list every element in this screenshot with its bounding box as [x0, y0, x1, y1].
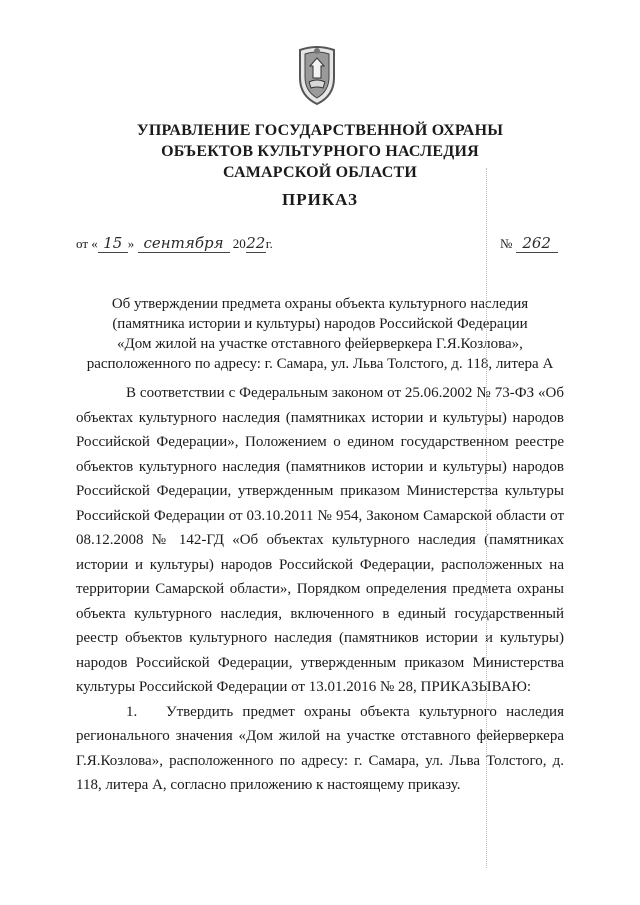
- subject-line-3: «Дом жилой на участке отставного фейерверкера Г.Я.Козлова»,: [117, 336, 523, 352]
- subject-line-4: расположенного по адресу: г. Самара, ул. Льва Толстого, д. 118, литера А: [86, 356, 554, 372]
- order-number: [500, 234, 558, 253]
- date-year-suffix: 22: [246, 234, 266, 252]
- order-number-value: 262: [516, 234, 558, 253]
- date-suffix: г.: [265, 236, 273, 251]
- order-number-prefix: №: [500, 236, 513, 251]
- date-year-prefix: 20: [232, 236, 246, 251]
- date-month: сентября: [138, 234, 230, 253]
- agency-name: [60, 120, 580, 183]
- date-day: 15: [98, 234, 128, 253]
- subject-line-2: (памятника истории и культуры) народов Российской Федерации: [112, 316, 528, 332]
- order-item-1-text: Утвердить предмет охраны объекта культурного наследия регионального значения «Дом жилой на участке отставного фейерверкера Г.Я.Козлова», расположенного по адресу: г. Самара, ул. Льва Толстого, д. 118, литера А, согласно приложению к настоящему приказу.: [76, 703, 564, 793]
- order-item-1-number: 1.: [126, 703, 138, 720]
- order-title: ПРИКАЗ: [282, 190, 358, 209]
- order-date: [76, 234, 273, 253]
- agency-name-line-3: САМАРСКОЙ ОБЛАСТИ: [223, 164, 417, 181]
- order-body: [76, 381, 564, 798]
- subject-line-1: Об утверждении предмета охраны объекта культурного наследия: [111, 296, 529, 312]
- scan-fold-mark: [486, 168, 488, 868]
- order-subject: [60, 294, 580, 374]
- agency-name-line-2: ОБЪЕКТОВ КУЛЬТУРНОГО НАСЛЕДИЯ: [161, 143, 479, 160]
- date-mid: »: [127, 236, 138, 251]
- preamble-paragraph: В соответствии с Федеральным законом от 25.06.2002 № 73-ФЗ «Об объектах культурного наследия (памятниках истории и культуры) народов Российской Федерации», Положением о едином государственном реестре объектов культурного наследия (памятников истории и культуры) народов Российской Федерации, утвержденным приказом Министерства культуры Российской Федерации от 03.10.2011 № 954, Законом Самарской области от 08.12.2008 № 142-ГД «Об объектах культурного наследия (памятниках истории и культуры) народов Российской Федерации, расположенных на территории Самарской области», Порядком определения предмета охраны объекта культурного наследия, включенного в единый государственный реестр объектов культурного наследия (памятников истории и культуры) народов Российской Федерации, утвержденным приказом Министерства культуры Российской Федерации от 13.01.2016 № 28, ПРИКАЗЫВАЮ:: [76, 385, 564, 695]
- coat-of-arms-icon: [292, 44, 342, 106]
- order-item-1: [76, 700, 564, 798]
- date-prefix: от «: [76, 236, 98, 251]
- agency-name-line-1: УПРАВЛЕНИЕ ГОСУДАРСТВЕННОЙ ОХРАНЫ: [136, 122, 504, 139]
